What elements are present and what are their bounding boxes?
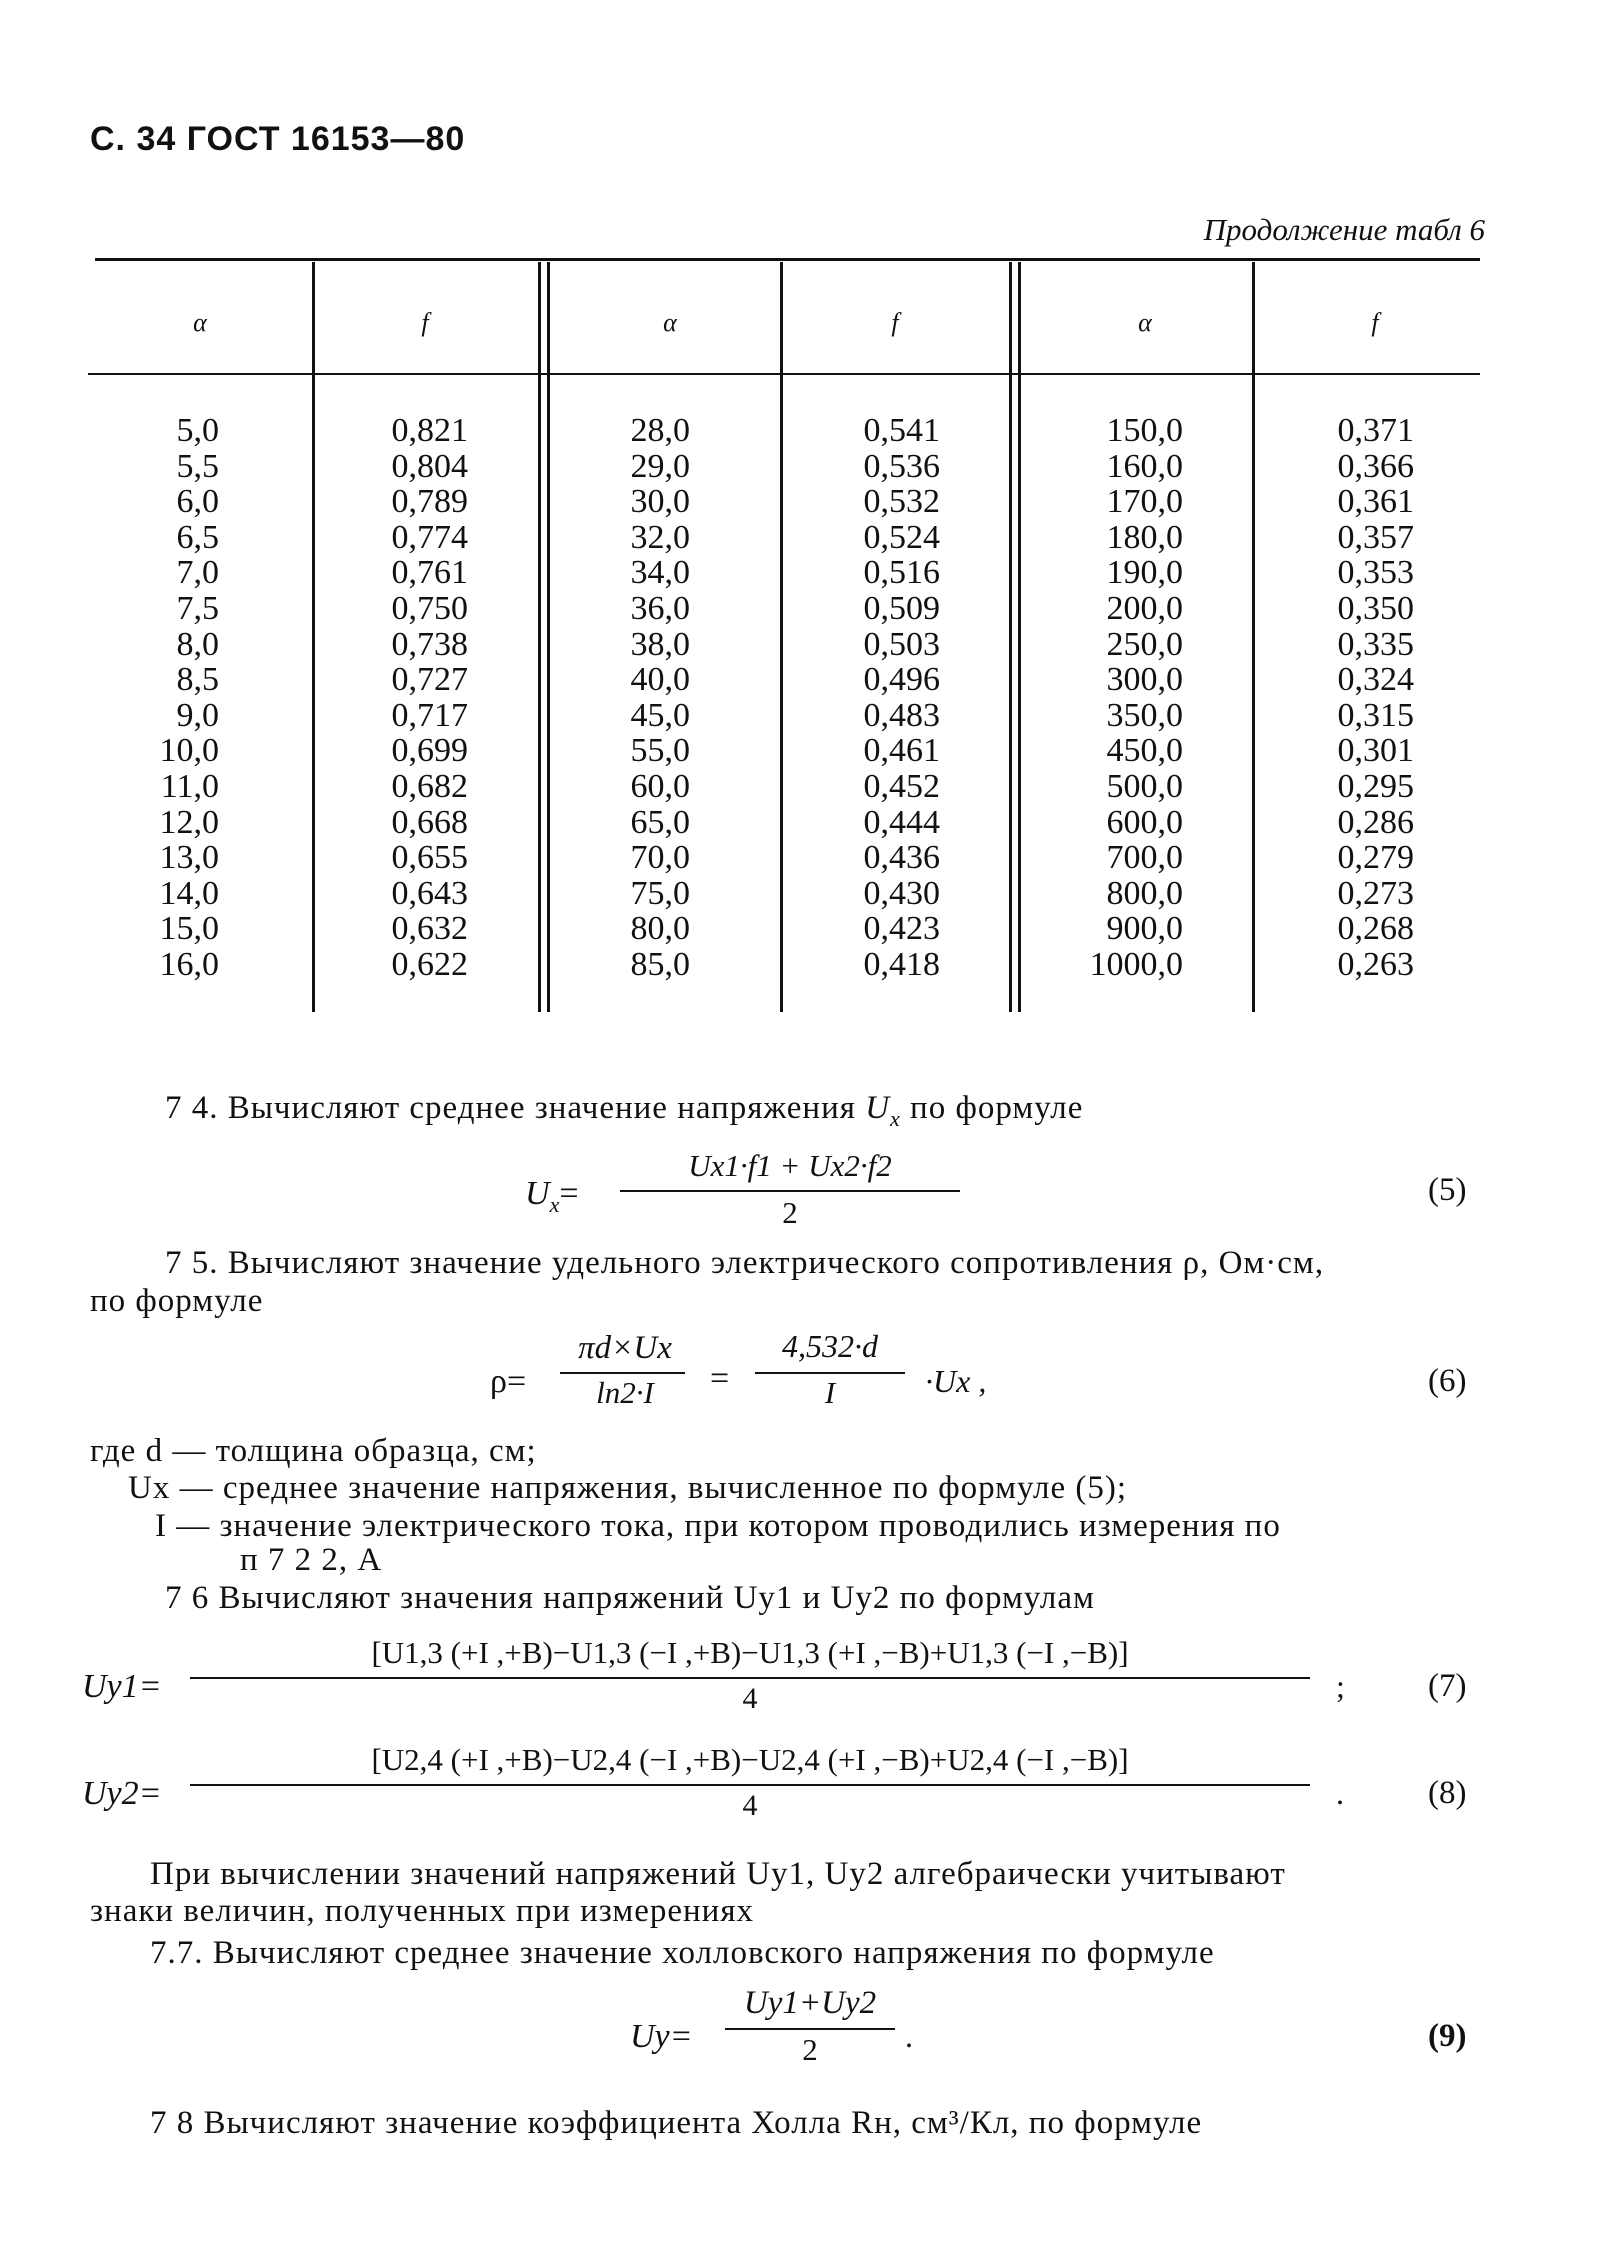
formula-5-number: (5) [1428,1172,1467,1208]
table-cell: 0,643 [391,874,468,912]
table-cell: 70,0 [630,839,690,877]
formula-6-numerator-1: πd×Ux [578,1330,672,1366]
formula-5-numerator: Ux1·f1 + Ux2·f2 [688,1148,892,1183]
table-cell: 600,0 [1106,803,1183,841]
formula-7-numerator: [U1,3 (+I ,+B)−U1,3 (−I ,+B)−U1,3 (+I ,−B)+U1,3 (−I ,−B)] [371,1635,1129,1670]
formula-8-denominator: 4 [742,1789,758,1822]
table-col-divider [1252,262,1255,1012]
table-cell: 0,483 [863,696,940,734]
formula-6-lhs: ρ= [490,1363,527,1400]
formula-5-lhs: $U_x=$ [525,1175,579,1217]
formula-9-number: (9) [1428,2018,1467,2054]
table-cell: 0,268 [1337,910,1414,948]
table-cell: 29,0 [630,447,690,485]
table-cell: 0,430 [863,874,940,912]
table-cell: 45,0 [630,696,690,734]
table-cell: 0,821 [391,412,468,449]
column-header-alpha: α [193,308,207,337]
formula-6-denominator-1: ln2·I [596,1375,654,1410]
paragraph-7-4: 7 4. Вычисляют среднее значение напряжения $U_x$ по формуле [165,1090,1084,1131]
formula-6-numerator-2: 4,532·d [782,1328,878,1364]
table-cell: 0,682 [391,767,468,805]
table-cell: 0,541 [863,412,940,449]
table-cell: 250,0 [1106,625,1183,663]
table-cell: 0,324 [1337,661,1414,699]
table-cell: 0,516 [863,554,940,592]
table-cell: 0,622 [391,945,468,983]
alpha-column-3 [1043,413,1183,983]
table-group-divider [1018,262,1021,1012]
table-cell: 34,0 [630,554,690,592]
table-cell: 0,279 [1337,839,1414,877]
table-cell: 500,0 [1106,767,1183,805]
table-cell: 0,536 [863,447,940,485]
definition-ux: Ux — среднее значение напряжения, вычисленное по формуле (5); [128,1470,1128,1506]
f-column-3 [1294,413,1414,983]
table-cell: 0,315 [1337,696,1414,734]
table-cell: 150,0 [1106,412,1183,449]
table-cell: 0,655 [391,839,468,877]
column-header-f: f [891,308,899,337]
formula-9-fraction-bar [725,2028,895,2030]
table-cell: 1000,0 [1089,945,1183,983]
formula-9-denominator: 2 [802,2032,818,2067]
formula-6-equals: = [710,1360,730,1397]
table-top-rule [95,258,1480,261]
table-cell: 7,0 [176,554,219,592]
table-cell: 200,0 [1106,589,1183,627]
table-cell: 350,0 [1106,696,1183,734]
formula-9-separator: . [905,2018,913,2054]
table-cell: 0,452 [863,767,940,805]
table-cell: 80,0 [630,910,690,948]
table-cell: 10,0 [159,732,219,770]
paragraph-sign-note: При вычислении значений напряжений Uy1, Uy2 алгебраически учитывают [150,1856,1286,1892]
table-cell: 0,632 [391,910,468,948]
formula-7-lhs: Uy1= [82,1668,162,1705]
table-cell: 0,761 [391,554,468,592]
table-cell: 32,0 [630,518,690,556]
table-cell: 0,717 [391,696,468,734]
table-group-divider [538,262,541,1012]
table-cell: 0,366 [1337,447,1414,485]
table-col-divider [312,262,315,1012]
table-cell: 0,503 [863,625,940,663]
table-cell: 0,509 [863,589,940,627]
formula-8-separator: . [1336,1775,1344,1811]
table-group-divider [1009,262,1012,1012]
table-cell: 0,423 [863,910,940,948]
table-cell: 0,727 [391,661,468,699]
formula-5-denominator: 2 [782,1195,798,1230]
table-cell: 160,0 [1106,447,1183,485]
table-cell: 0,301 [1337,732,1414,770]
table-cell: 0,273 [1337,874,1414,912]
table-cell: 0,774 [391,518,468,556]
table-cell: 300,0 [1106,661,1183,699]
formula-6-denominator-2: I [824,1375,836,1410]
definition-i-cont: п 7 2 2, А [240,1542,383,1578]
table-cell: 170,0 [1106,483,1183,521]
table-cell: 450,0 [1106,732,1183,770]
table-cell: 13,0 [159,839,219,877]
table-cell: 0,436 [863,839,940,877]
table-cell: 36,0 [630,589,690,627]
table-cell: 30,0 [630,483,690,521]
table-cell: 60,0 [630,767,690,805]
column-header-f: f [421,308,429,337]
formula-7-fraction-bar [190,1677,1310,1679]
table-cell: 0,353 [1337,554,1414,592]
paragraph-7-6: 7 6 Вычисляют значения напряжений Uy1 и Uy2 по формулам [165,1580,1095,1616]
table-cell: 0,804 [391,447,468,485]
table-cell: 0,668 [391,803,468,841]
table-cell: 800,0 [1106,874,1183,912]
table-cell: 0,361 [1337,483,1414,521]
column-header-f: f [1371,308,1379,337]
table-cell: 38,0 [630,625,690,663]
table-cell: 65,0 [630,803,690,841]
table-cell: 6,0 [176,483,219,521]
table-cell: 180,0 [1106,518,1183,556]
table-cell: 6,5 [176,518,219,556]
formula-8-fraction-bar [190,1784,1310,1786]
table-cell: 700,0 [1106,839,1183,877]
f-column-2 [820,413,940,983]
table-cell: 0,286 [1337,803,1414,841]
table-cell: 55,0 [630,732,690,770]
formula-8-numerator: [U2,4 (+I ,+B)−U2,4 (−I ,+B)−U2,4 (+I ,−B)+U2,4 (−I ,−B)] [371,1742,1129,1777]
formula-7-denominator: 4 [742,1682,758,1715]
table-cell: 75,0 [630,874,690,912]
paragraph-7-8: 7 8 Вычисляют значение коэффициента Холла Rн, см³/Кл, по формуле [150,2105,1203,2141]
paragraph-7-7: 7.7. Вычисляют среднее значение холловского напряжения по формуле [150,1935,1215,1971]
column-header-alpha: α [1138,308,1152,337]
table-cell: 0,350 [1337,589,1414,627]
table-cell: 85,0 [630,945,690,983]
formula-6-number: (6) [1428,1363,1467,1399]
table-cell: 0,750 [391,589,468,627]
table-continuation-label: Продолжение табл 6 [1203,212,1485,247]
paragraph-sign-note-cont: знаки величин, полученных при измерениях [90,1893,755,1929]
table-cell: 0,444 [863,803,940,841]
table-cell: 14,0 [159,874,219,912]
table-cell: 5,5 [176,447,219,485]
formula-6-tail: ·Ux , [925,1363,987,1399]
formula-9-lhs: Uy= [630,2018,693,2055]
table-col-divider [780,262,783,1012]
definition-i: I — значение электрического тока, при котором проводились измерения по [155,1508,1281,1544]
table-cell: 0,532 [863,483,940,521]
table-cell: 12,0 [159,803,219,841]
table-cell: 900,0 [1106,910,1183,948]
formula-9-numerator: Uy1+Uy2 [743,1985,877,2021]
f-column-1 [348,413,468,983]
formula-7-separator: ; [1336,1668,1345,1704]
alpha-column-2 [570,413,690,983]
formula-5-fraction-bar [620,1190,960,1192]
table-cell: 28,0 [630,412,690,449]
table-cell: 0,357 [1337,518,1414,556]
table-cell: 0,789 [391,483,468,521]
page-header: С. 34 ГОСТ 16153—80 [90,120,466,158]
table-cell: 7,5 [176,589,219,627]
alpha-column-1 [99,413,219,983]
table-cell: 0,524 [863,518,940,556]
table-cell: 8,5 [176,661,219,699]
table-cell: 0,738 [391,625,468,663]
formula-7-number: (7) [1428,1668,1467,1704]
paragraph-7-5: 7 5. Вычисляют значение удельного электрического сопротивления ρ, Ом·см, [165,1245,1325,1281]
table-cell: 11,0 [160,767,219,805]
table-cell: 0,371 [1337,412,1414,449]
table-cell: 0,295 [1337,767,1414,805]
table-cell: 0,496 [863,661,940,699]
table-cell: 16,0 [159,945,219,983]
table-group-divider [547,262,550,1012]
table-cell: 0,263 [1337,945,1414,983]
table-cell: 8,0 [176,625,219,663]
definition-d: где d — толщина образца, см; [90,1433,537,1469]
column-header-alpha: α [663,308,677,337]
table-cell: 5,0 [176,412,219,449]
table-cell: 0,699 [391,732,468,770]
formula-6-fraction-bar-1 [560,1372,685,1374]
formula-8-number: (8) [1428,1775,1467,1811]
table-header-rule [88,373,1480,375]
table-cell: 15,0 [159,910,219,948]
table-cell: 9,0 [176,696,219,734]
table-cell: 0,418 [863,945,940,983]
formula-8-lhs: Uy2= [82,1775,162,1812]
table-cell: 190,0 [1106,554,1183,592]
table-cell: 40,0 [630,661,690,699]
paragraph-7-5-cont: по формуле [90,1283,264,1319]
formula-6-fraction-bar-2 [755,1372,905,1374]
table-cell: 0,335 [1337,625,1414,663]
table-cell: 0,461 [863,732,940,770]
